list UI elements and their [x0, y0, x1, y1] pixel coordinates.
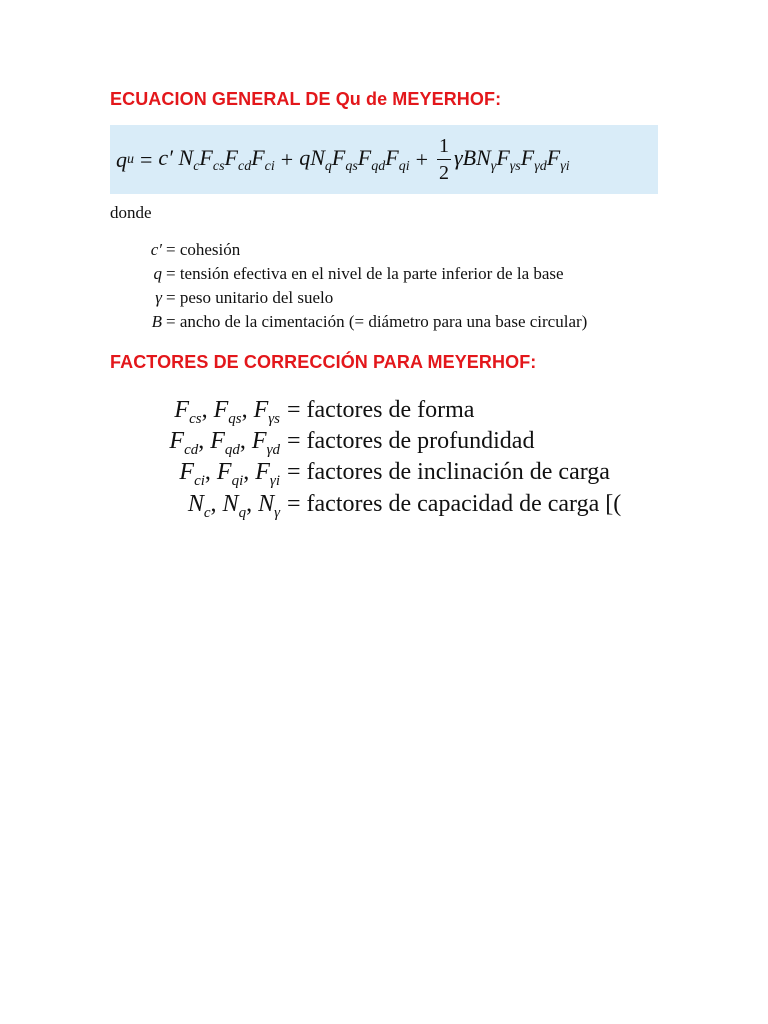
eq-t2-s3: F — [357, 144, 372, 170]
fs-0-1-sub: qs — [228, 411, 242, 427]
def-text: = tensión efectiva en el nivel de la parte inferior de la base — [166, 264, 564, 283]
eq-t2-sub4: qi — [398, 158, 410, 174]
heading-general-equation: ECUACION GENERAL DE Qu de MEYERHOF: — [110, 89, 502, 109]
eq-t1-s3: F — [224, 144, 238, 170]
def-text: = peso unitario del suelo — [166, 288, 334, 307]
fs-0-2: F — [253, 397, 269, 423]
eq-t1-sub4: ci — [264, 158, 275, 174]
fs-1-2: F — [251, 428, 267, 454]
eq-t3-sub3: γd — [534, 158, 547, 174]
eq-t3-s4: F — [546, 144, 561, 170]
factor-text: = factores de profundidad — [287, 428, 535, 454]
factor-symbols: $F_{cd}$, $F_{qd}$, $F_{\gamma d}$ — [169, 428, 280, 458]
eq-term-1 — [158, 145, 274, 175]
eq-t1-sub3: cd — [237, 158, 252, 174]
fs-1-0-sub: cd — [184, 442, 199, 458]
def-symbol: q — [153, 264, 162, 283]
eq-fraction — [437, 136, 451, 183]
eq-term-3 — [454, 145, 570, 175]
eq-t3-coef: γB — [454, 144, 477, 170]
eq-t3-s1: N — [476, 144, 491, 170]
eq-equals: = — [140, 146, 153, 172]
fs-3-2-sub: γ — [274, 505, 280, 521]
eq-t1-s4: F — [251, 144, 265, 170]
eq-t3-sub1: γ — [490, 158, 497, 174]
eq-t1-s1: N — [178, 144, 194, 170]
eq-t2-s4: F — [385, 144, 399, 170]
fs-2-2: F — [255, 459, 270, 485]
eq-t3-sub2: γs — [509, 158, 521, 174]
eq-plus-1: + — [280, 146, 294, 172]
fs-1-1-sub: qd — [224, 442, 240, 458]
fs-0-0-sub: cs — [189, 411, 202, 427]
fs-3-2: N — [258, 491, 275, 517]
eq-t3-sub4: γi — [560, 158, 570, 174]
eq-t2-sub2: qs — [345, 158, 358, 174]
fs-2-1: F — [216, 459, 232, 485]
fs-1-0: F — [169, 428, 185, 454]
fs-2-0: F — [179, 459, 195, 485]
eq-t3-s3: F — [520, 144, 535, 170]
equation-box — [110, 125, 658, 194]
fs-0-0: F — [174, 397, 190, 423]
eq-plus-2: + — [415, 146, 428, 172]
fs-3-0: N — [187, 491, 204, 517]
fs-1-2-sub: γd — [266, 442, 280, 458]
def-text: = cohesión — [166, 240, 241, 259]
heading-correction-factors: FACTORES DE CORRECCIÓN PARA MEYERHOF: — [110, 352, 537, 372]
eq-t2-s1: N — [310, 144, 325, 170]
fs-0-2-sub: γs — [268, 411, 280, 427]
meyerhof-equation — [116, 125, 656, 194]
fs-3-0-sub: c — [203, 505, 211, 521]
def-symbol: B — [151, 312, 162, 331]
eq-t1-sub1: c — [193, 158, 200, 174]
eq-t2-s2: F — [331, 144, 346, 170]
fs-2-2-sub: γi — [269, 473, 280, 489]
fs-1-1: F — [210, 428, 225, 454]
fs-2-1-sub: qi — [231, 473, 244, 489]
fs-3-1: N — [222, 491, 239, 517]
fs-0-1: F — [213, 397, 229, 423]
fs-2-0-sub: ci — [194, 473, 205, 489]
eq-t1-s2: F — [199, 144, 213, 170]
donde-label: donde — [110, 203, 152, 222]
def-symbol: γ — [155, 288, 162, 307]
factor-symbols: $N_c$, $N_q$, $N_\gamma$ — [187, 491, 280, 521]
eq-t1-sub2: cs — [212, 158, 225, 174]
eq-term-2 — [299, 145, 409, 175]
factor-symbols: $F_{ci}$, $F_{qi}$, $F_{\gamma i}$ — [179, 459, 280, 489]
factor-text: = factores de capacidad de carga [( — [287, 491, 622, 517]
eq-fraction-num: 1 — [437, 136, 451, 160]
eq-t1-coef: c′ — [158, 144, 179, 170]
eq-t3-s2: F — [496, 144, 510, 170]
factor-text: = factores de forma — [287, 397, 475, 423]
eq-lhs-sub: u — [127, 151, 134, 167]
factor-text: = factores de inclinación de carga — [287, 459, 610, 485]
eq-t2-coef: q — [299, 144, 311, 170]
eq-fraction-den: 2 — [439, 162, 449, 184]
factor-symbols: $F_{cs}$, $F_{qs}$, $F_{\gamma s}$ — [174, 397, 280, 427]
fs-3-1-sub: q — [238, 505, 247, 521]
def-symbol: c′ — [150, 240, 162, 259]
eq-t2-sub1: q — [324, 158, 332, 174]
factors-list — [0, 392, 640, 522]
eq-lhs: q — [116, 146, 127, 172]
eq-t2-sub3: qd — [371, 158, 386, 174]
def-text: = ancho de la cimentación (= diámetro para una base circular) — [166, 312, 588, 331]
